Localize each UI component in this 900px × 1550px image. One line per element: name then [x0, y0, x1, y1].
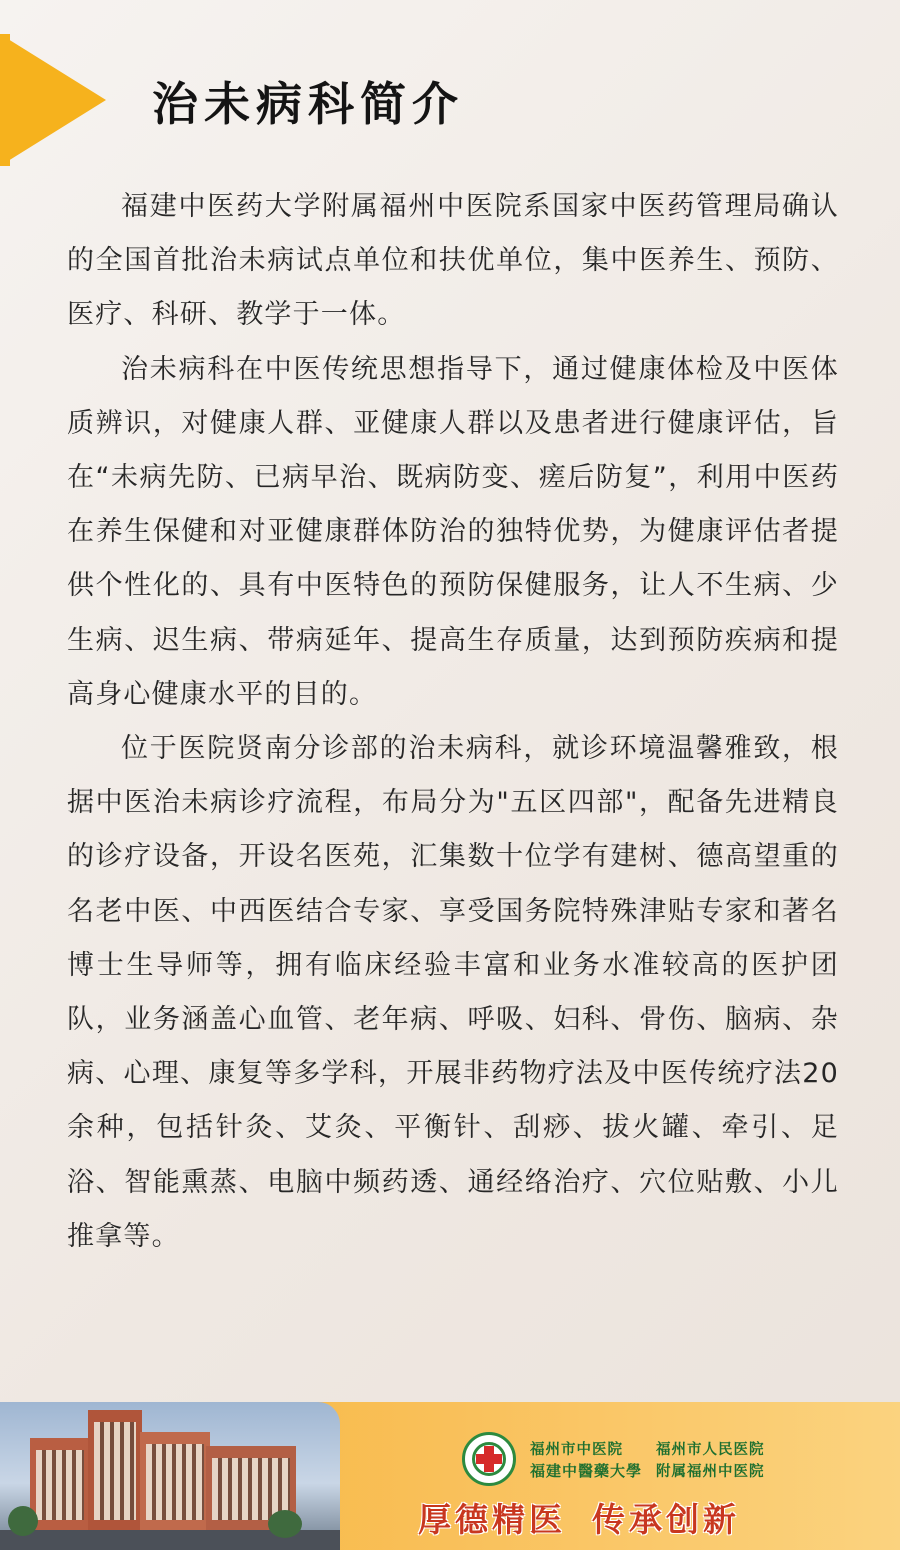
building-windows [94, 1422, 136, 1520]
slogan [418, 1494, 766, 1541]
hospital-logo-icon [462, 1432, 516, 1486]
university-name: 福建中醫藥大學 [530, 1462, 643, 1480]
article-body [67, 180, 839, 1264]
accent-triangle-icon [0, 34, 106, 166]
slogan-part-1: 厚德精医 [418, 1500, 566, 1539]
tree [8, 1506, 38, 1536]
paragraph-1: 福建中医药大学附属福州中医院系国家中医药管理局确认的全国首批治未病试点单位和扶优单位，集中医养生、预防、医疗、科研、教学于一体。 [67, 191, 839, 331]
paragraph-3: 位于医院贤南分诊部的治未病科，就诊环境温馨雅致，根据中医治未病诊疗流程，布局分为"五区四部"，配备先进精良的诊疗设备，开设名医苑，汇集数十位学有建树、德高望重的名老中医、中西医结合专家、享受国务院特殊津贴专家和著名博士生导师等，拥有临床经验丰富和业务水准较高的医护团队，业务涵盖心血管、老年病、呼吸、妇科、骨伤、脑病、杂病、心理、康复等多学科，开展非药物疗法及中医传统疗法20余种，包括针灸、艾灸、平衡针、刮痧、拔火罐、牵引、足浴、智能熏蒸、电脑中频药透、通经络治疗、穴位贴敷、小儿推拿等。 [67, 733, 839, 1252]
paragraph-2: 治未病科在中医传统思想指导下，通过健康体检及中医体质辨识，对健康人群、亚健康人群以及患者进行健康评估，旨在“未病先防、已病早治、既病防变、瘥后防复”，利用中医药在养生保健和对亚健康群体防治的独特优势，为健康评估者提供个性化的、具有中医特色的预防保健服务，让人不生病、少生病、迟生病、带病延年、提高生存质量，达到预防疾病和提高身心健康水平的目的。 [67, 353, 839, 710]
slogan-part-2: 传承创新 [592, 1500, 740, 1539]
hospital-building-image [0, 1402, 340, 1550]
footer-banner [0, 1402, 900, 1550]
building-windows [146, 1444, 204, 1520]
tree [268, 1510, 302, 1538]
hospital-name-2: 福州市人民医院 [656, 1442, 765, 1458]
building-windows [36, 1450, 84, 1520]
page-title: 治未病科简介 [152, 77, 464, 131]
hospital-name-1: 福州市中医院 [530, 1442, 623, 1458]
affiliated-hospital-name: 附属福州中医院 [656, 1464, 765, 1480]
